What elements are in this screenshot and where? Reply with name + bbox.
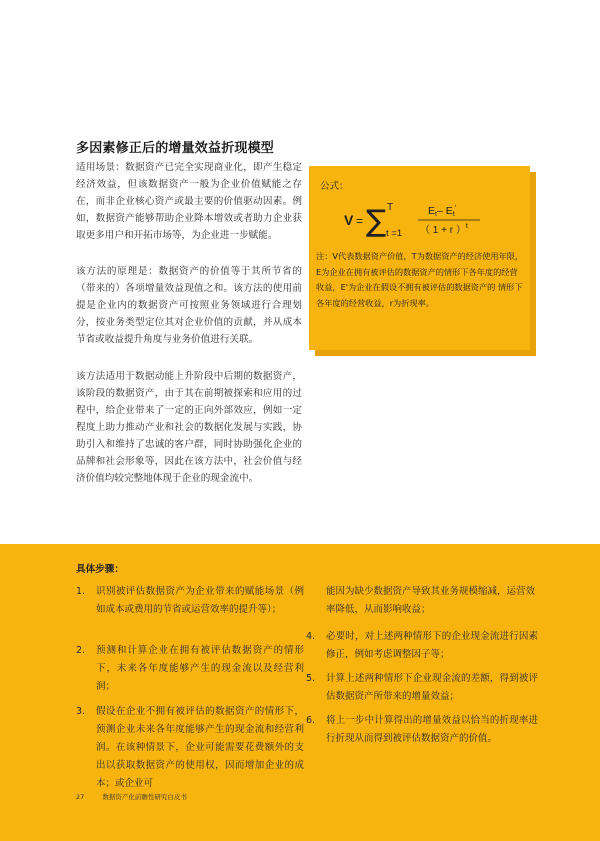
steps-title: 具体步骤： xyxy=(76,564,124,575)
step-item xyxy=(76,703,304,793)
formula-label: 公式： xyxy=(320,181,349,192)
step-item xyxy=(306,628,538,664)
formula-equals: = xyxy=(356,214,364,228)
section-title: 多因素修正后的增量效益折现模型 xyxy=(76,141,275,156)
formula-box-shadow xyxy=(530,172,536,356)
step-number: 6. xyxy=(306,715,316,726)
step-text: 假设在企业不拥有被评估的数据资产的情形下，预测企业未来各年度能够产生的现金流和经营利润。在该种情景下，企业可能需要花费额外的支出以获取数据资产的使用权，因而增加企业的成本；或企业可 xyxy=(96,706,304,789)
step-number: 4. xyxy=(306,631,316,642)
step-item xyxy=(76,583,304,637)
step-text: 将上一步中计算得出的增量效益以恰当的折现率进行折现从而得到被评估数据资产的价值。 xyxy=(326,715,538,744)
fraction-denominator: （ 1 + r ）$^t$ xyxy=(420,223,468,236)
step-number: 1. xyxy=(76,586,86,597)
fraction-numerator: Et– Et' xyxy=(428,205,457,218)
formula-note: 注：V代表数据资产价值，T为数据资产的经济使用年限，E为企业在拥有被评估的数据资产的情形下各年度的经营收益，E'为企业在假设不拥有被评估的数据资产的 情形下各年度的经营收益，r为折现率。 xyxy=(316,251,524,308)
summation-sign: ∑ xyxy=(366,204,387,239)
step-number: 2. xyxy=(76,645,86,656)
step-text: 预测和计算企业在拥有被评估数据资产的情形下，未来各年度能够产生的现金流以及经营利润； xyxy=(96,645,304,692)
page-number: 27 xyxy=(76,793,85,801)
step-text: 计算上述两种情形下企业现金流的差额，得到被评估数据资产所带来的增量效益； xyxy=(326,673,538,702)
page-footer xyxy=(76,792,187,801)
formula-equation xyxy=(328,198,518,242)
sum-upper-limit: T xyxy=(387,202,394,213)
step-number: 3. xyxy=(76,706,86,717)
step-item xyxy=(306,712,538,748)
document-title: 数据资产化前瞻性研究白皮书 xyxy=(102,793,187,801)
paragraph-applicability: 该方法适用于数据动能上升阶段中后期的数据资产，该阶段的数据资产，由于其在前期被探索和应用的过程中，给企业带来了一定的正向外部效应，例如一定程度上助力推动产业和社会的数据化发展与实践，协助引入和维持了忠诚的客户群，同时协助强化企业的品牌和社会形象等，因此在该方法中，社会价值与经济价值均较完整地体现于企业的现金流中。 xyxy=(76,371,302,484)
step-text: 识别被评估数据资产为企业带来的赋能场景（例如成本或费用的节省或运营效率的提升等）； xyxy=(96,586,304,615)
step-text: 必要时，对上述两种情形下的企业现金流进行因素修正，例如考虑调整因子等； xyxy=(326,631,538,660)
paragraph-principle: 该方法的原理是：数据资产的价值等于其所节省的（带来的）各项增量效益现值之和。该方法的使用前提是企业内的数据资产可按照业务领域进行合理划分，按业务类型定位其对企业价值的贡献，并从成本节省或收益提升角度与业务价值进行关联。 xyxy=(76,266,302,345)
sum-lower-limit: t =1 xyxy=(386,228,403,239)
step-number: 5. xyxy=(306,673,316,684)
step-item xyxy=(76,642,304,696)
step-item xyxy=(306,670,538,706)
formula-box-shadow-bottom xyxy=(315,350,536,356)
paragraph-applicable-scenario: 适用场景：数据资产已完全实现商业化，即产生稳定经济效益，但该数据资产一般为企业价值赋能之存在，而非企业核心资产或最主要的价值驱动因素。例如，数据资产能够帮助企业降本增效或者助力企业获取更多用户和开拓市场等，为企业进一步赋能。 xyxy=(76,162,302,241)
step-text-continued: 能因为缺少数据资产导致其业务规模缩减，运营效率降低，从而影响收益； xyxy=(326,586,536,615)
formula-lhs: V xyxy=(344,212,354,228)
